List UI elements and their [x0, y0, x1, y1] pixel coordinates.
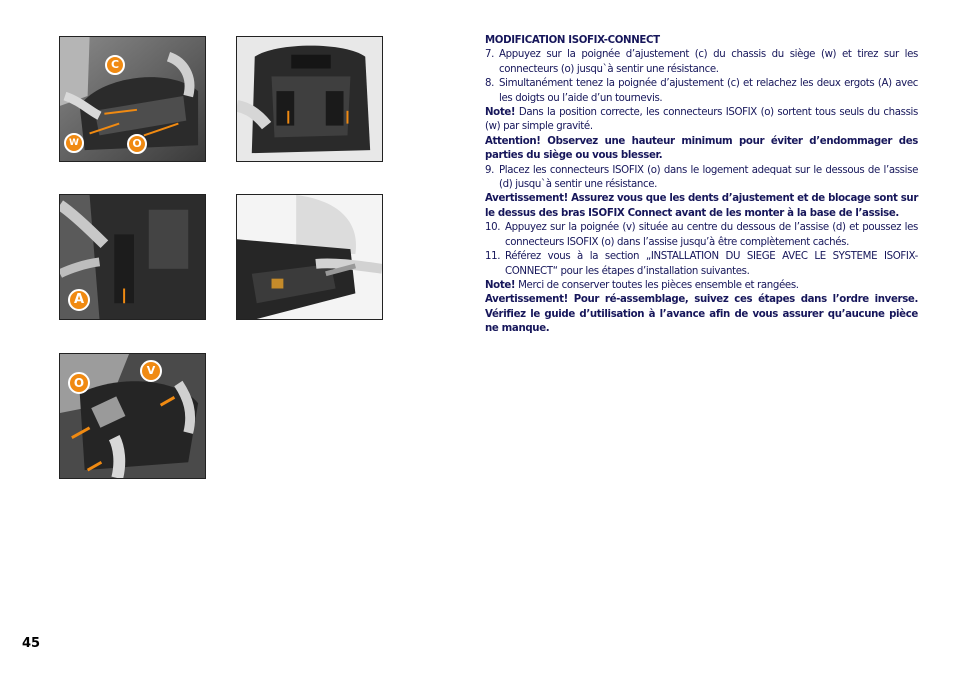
callout-w: W	[64, 133, 84, 153]
step-number: 8.	[485, 78, 495, 90]
step-number: 11.	[485, 251, 501, 263]
attention-notice: Attention! Observez une hauteur minimum pour éviter d’endommager des parties du siège ou vous blesser.	[485, 135, 918, 162]
step-number: 10.	[485, 222, 501, 234]
photo-step-8	[236, 36, 383, 162]
photo-step-8-detail	[59, 194, 206, 320]
step-text: Placez les connecteurs ISOFIX (o) dans le logement adequat sur le dessous de l’assise (d) jusqu`à sentir une résistance.	[499, 164, 918, 191]
step-11	[485, 250, 918, 279]
step-text: Simultanément tenez la poignée d’ajustement (c) et relachez les deux ergots (A) avec les doigts ou l’aide d’un tournevis.	[499, 78, 918, 104]
step-10	[485, 221, 918, 250]
photo-step-9	[236, 194, 383, 320]
warning-reassembly: Avertissement! Pour ré-assemblage, suivez ces étapes dans l’ordre inverse. Vérifiez le guide d’utilisation à l’avance afin de vous assurer qu’aucune pièce ne manque.	[485, 294, 918, 335]
step-8	[485, 77, 918, 106]
step-text: Appuyez sur la poignée (v) située au centre du dessous de l’assise (d) et poussez les connecteurs ISOFIX (o) dans l’assise jusqu’à être complètement cachés.	[505, 222, 918, 248]
warning-teeth: Avertissement! Assurez vous que les dents d’ajustement et de blocage sont sur le dessus des bras ISOFIX Connect avant de les monter à la base de l’assise.	[485, 193, 918, 219]
step-text: Appuyez sur la poignée d’ajustement (c) du chassis du siège (w) et tirez sur les connecteurs (o) jusqu`à sentir une résistance.	[499, 49, 918, 75]
note-text: Merci de conserver toutes les pièces ensemble et rangées.	[515, 279, 799, 291]
step-text: Référez vous à la section „INSTALLATION DU SIEGE AVEC LE SYSTEME ISOFIX-CONNECT“ pour les étapes d’installation suivantes.	[505, 251, 918, 277]
step-9	[485, 164, 918, 193]
callout-v: V	[140, 360, 162, 382]
note-label: Note!	[485, 279, 516, 291]
note-gravity	[485, 106, 918, 135]
callout-o-second: O	[68, 372, 90, 394]
note-storage	[485, 279, 918, 293]
callout-o: O	[127, 134, 147, 154]
note-text: Dans la position correcte, les connecteurs ISOFIX (o) sortent tous seuls du chassis (w) par simple gravité.	[485, 107, 918, 133]
step-7	[485, 48, 918, 77]
section-title: MODIFICATION ISOFIX-CONNECT	[485, 35, 660, 46]
photo-step-8-illustration	[237, 37, 382, 161]
instruction-text	[485, 34, 918, 337]
callout-c: C	[105, 55, 125, 75]
photo-step-10	[59, 353, 206, 479]
note-label: Note!	[485, 107, 516, 119]
step-number: 9.	[485, 164, 495, 176]
callout-a: A	[68, 289, 90, 311]
photo-step-9-illustration	[237, 195, 382, 319]
step-number: 7.	[485, 49, 495, 61]
photo-step-7	[59, 36, 206, 162]
page-number: 45	[22, 636, 41, 651]
